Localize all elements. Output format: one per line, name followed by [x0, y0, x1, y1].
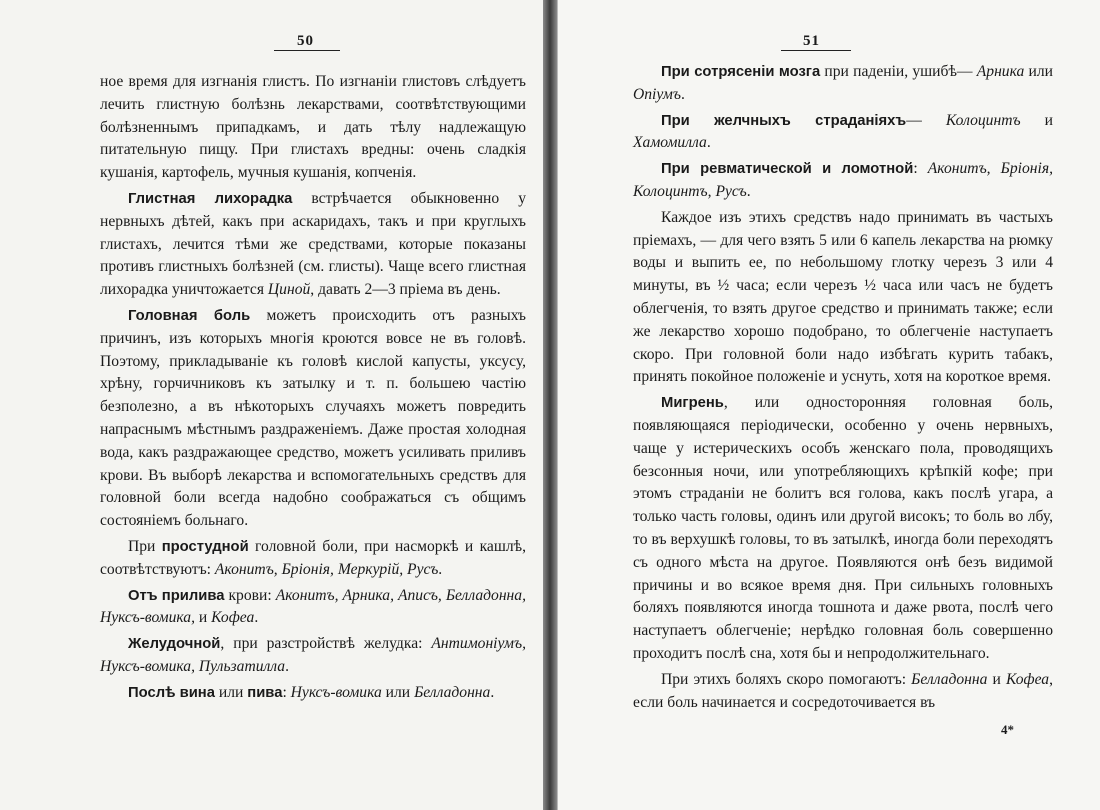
- paragraph: [633, 392, 1053, 666]
- term-heading: Желудочной: [128, 636, 221, 653]
- term-heading: При ревматической и ломотной: [661, 161, 914, 178]
- paragraph: [100, 536, 526, 582]
- remedy-name: Циной: [267, 281, 311, 299]
- page-number: 51: [803, 33, 820, 49]
- page-text: [100, 71, 526, 708]
- text-run: При этихъ боляхъ скоро помогаютъ:: [661, 670, 912, 688]
- text-run: или: [1024, 63, 1053, 80]
- book-gutter: [543, 0, 557, 810]
- text-run: и: [195, 609, 212, 627]
- text-run: :: [913, 160, 928, 178]
- remedy-name: Кофеа: [211, 609, 255, 627]
- text-run: , давать 2—3 пріема въ день.: [310, 281, 501, 299]
- paragraph: [633, 158, 1053, 204]
- right-page: [557, 0, 1100, 810]
- term-heading: Отъ прилива: [128, 587, 225, 604]
- text-run: .: [490, 683, 495, 701]
- text-run: :: [282, 683, 291, 701]
- text-run: При: [128, 537, 162, 555]
- text-run: .: [680, 85, 685, 103]
- paragraph: [100, 305, 526, 533]
- term-heading: При сотрясеніи мозга: [661, 64, 821, 80]
- text-run: , или односторонняя головная боль, появляющаяся періодически, особенно у очень нервныхъ, чаще у истерическихъ особъ женскаго пола, проводящихъ безсонныя ночи, или употребляющихъ крѣпкій кофе; при этомъ страданіи не болитъ вся голова, какъ послѣ угара, а только часть головы, одинъ или другой високъ; то боль во лбу, то въ верхушкѣ головы, то въ затылкѣ, иногда боли переходятъ съ одного мѣста на другое. Появляются онѣ безъ видимой причины и во всякое время дня. При сильныхъ головныхъ боляхъ появляются иногда тошнота и даже рвота, послѣ чего наступаетъ облегченіе; нерѣдко головная боль совершенно проходитъ послѣ сна, хотя бы и непродолжительнаго.: [633, 394, 1053, 662]
- remedy-name: Арника: [976, 63, 1025, 80]
- term-heading: Послѣ вина: [128, 684, 215, 701]
- page-number: 50: [297, 33, 314, 49]
- remedy-name: Кофеа: [1005, 670, 1050, 688]
- header-rule: [781, 50, 851, 51]
- remedy-name: Аконитъ, Бріонія, Колоцинтъ, Русъ: [633, 160, 1054, 200]
- paragraph: [633, 110, 1053, 156]
- text-run: , если боль начинается и сосредоточивается въ: [633, 670, 1053, 711]
- paragraph: [100, 71, 526, 185]
- paragraph: [633, 207, 1053, 389]
- remedy-name: Колоцинтъ: [945, 111, 1021, 129]
- remedy-name: Аконитъ, Арника, Аписъ, Белладонна, Нуксъ-вомика,: [100, 586, 526, 627]
- signature-mark: 4*: [1001, 722, 1014, 737]
- paragraph: [100, 585, 526, 631]
- remedy-name: Нуксъ-вомика: [290, 683, 382, 701]
- text-run: —: [906, 111, 946, 129]
- paragraph: [633, 669, 1053, 715]
- term-heading: При желчныхъ страданіяхъ: [661, 112, 907, 129]
- text-run: .: [438, 560, 443, 578]
- text-run: головной боли, при насморкѣ и кашлѣ, соотвѣтствуютъ:: [100, 537, 526, 578]
- text-run: встрѣчается обыкновенно у нервныхъ дѣтей, какъ при аскаридахъ, такъ и при круглыхъ глистахъ, лечится тѣми же средствами, которые показаны противъ глистныхъ болѣзней (см. глисты). Чаще всего глистная лихорадка уничтожается: [100, 189, 527, 299]
- term-heading: Глистная лихорадка: [128, 190, 293, 207]
- paragraph: [100, 682, 526, 705]
- text-run: , при разстройствѣ желудка:: [220, 635, 432, 653]
- text-run: ное время для изгнанія глистъ. По изгнаніи глистовъ слѣдуетъ лечить глистную болѣзнь лекарствами, соотвѣтствующими болѣзненнымъ припадкамъ, и дать тѣлу надлежащую питательную пищу. При глистахъ вредны: очень сладкія кушанія, картофель, мучныя кушанія, копченія.: [100, 73, 526, 182]
- term-heading: простудной: [161, 538, 249, 555]
- text-run: и: [987, 670, 1006, 688]
- page-text: [633, 61, 1053, 717]
- text-run: или: [381, 683, 415, 701]
- term-heading: пива: [247, 684, 283, 701]
- text-run: крови:: [224, 586, 276, 604]
- paragraph: [633, 61, 1053, 107]
- text-run: .: [285, 657, 289, 675]
- text-run: .: [254, 609, 259, 627]
- text-run: Каждое изъ этихъ средствъ надо принимать въ частыхъ пріемахъ, — для чего взять 5 или 6 капель лекарства на рюмку воды и выпить ее, по небольшому глотку черезъ 3 или 4 минуты, въ ½ часа; если черезъ ½ часа или часъ не будетъ облегченія, то взять другое средство и принимать также; если же лекарство хорошо подобрано, то облегченіе наступаетъ скоро. При головной боли надо избѣгать курить табакъ, принять покойное положеніе и уснуть, хотя на короткое время.: [633, 208, 1053, 386]
- text-run: или: [214, 683, 248, 701]
- paragraph: [100, 188, 526, 302]
- remedy-name: Опіумъ: [633, 85, 681, 103]
- text-run: .: [746, 182, 751, 200]
- term-heading: Головная боль: [128, 307, 251, 324]
- term-heading: Мигрень: [661, 395, 724, 412]
- remedy-name: Аконитъ, Бріонія, Меркурій, Русъ: [214, 560, 439, 578]
- paragraph: [100, 633, 526, 679]
- left-page: [0, 0, 544, 810]
- text-run: можетъ происходить отъ разныхъ причинъ, изъ которыхъ многія кроются вовсе не въ головѣ. Поэтому, прикладываніе къ головѣ кислой капусты, уксусу, хрѣну, горчичниковъ къ затылку и т. п. большею частію безполезно, а въ нѣкоторыхъ случаяхъ можетъ повредить напраснымъ мѣстнымъ раздраженіемъ. Даже простая холодная вода, какъ раздражающее средство, можетъ усиливать приливъ крови. Въ выборѣ лекарства и вспомогательныхъ средствъ для головной боли всегда надобно соображаться съ общимъ состояніемъ больнаго.: [100, 306, 526, 530]
- remedy-name: Белладонна: [414, 683, 491, 701]
- remedy-name: Антимоніумъ, Нуксъ-вомика, Пульзатилла: [100, 635, 526, 675]
- remedy-name: Белладонна: [911, 670, 988, 688]
- remedy-name: Хамомилла: [633, 134, 707, 152]
- text-run: и: [1020, 111, 1054, 129]
- text-run: при паденіи, ушибѣ—: [820, 63, 977, 80]
- header-rule: [274, 50, 340, 51]
- text-run: .: [706, 134, 711, 152]
